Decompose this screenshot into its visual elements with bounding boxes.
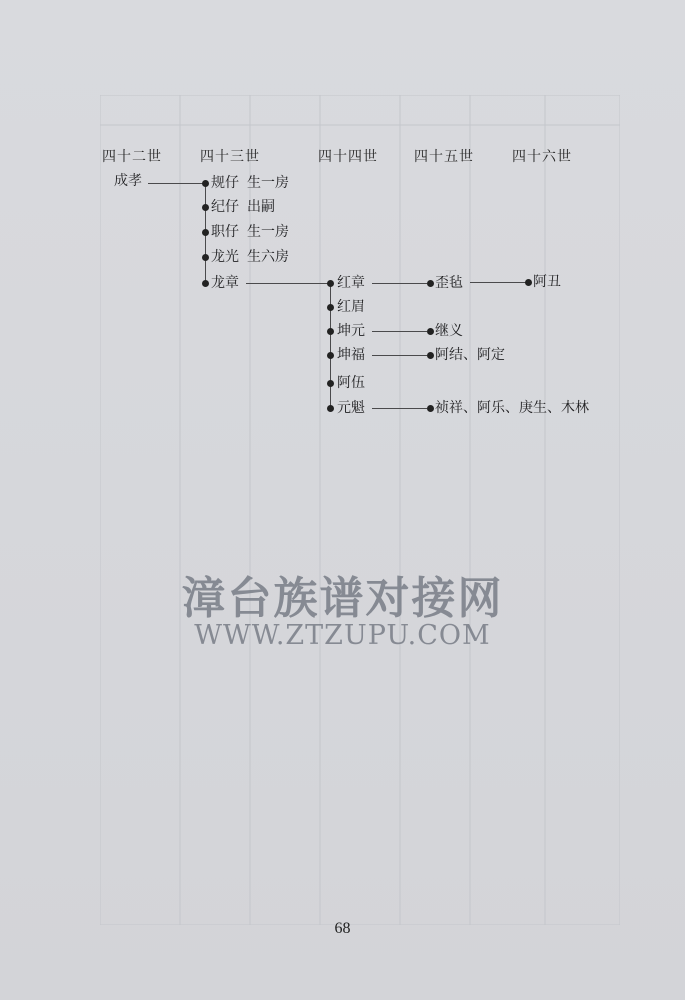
connector-waizhan <box>470 282 528 283</box>
show-through-grid <box>100 95 620 925</box>
node-dot <box>427 352 434 359</box>
person-jiyi: 继义 <box>435 323 463 339</box>
node-dot <box>202 180 209 187</box>
node-dot <box>327 380 334 387</box>
generation-header-42: 四十二世 <box>102 149 162 165</box>
person-note: 出嗣 <box>247 199 275 215</box>
person-waizhan: 歪毡 <box>435 275 463 291</box>
node-dot <box>427 280 434 287</box>
person-chengxiao: 成孝 <box>114 173 142 189</box>
node-dot <box>202 204 209 211</box>
watermark-title: 漳台族谱对接网 <box>181 573 504 624</box>
person-zhenxiang-group: 祯祥、阿乐、庚生、木林 <box>435 400 589 416</box>
node-dot <box>525 279 532 286</box>
connector-root <box>148 183 206 184</box>
node-dot <box>327 328 334 335</box>
generation-header-43: 四十三世 <box>200 149 260 165</box>
person-name: 纪仔 <box>211 199 239 215</box>
person-longguang <box>211 249 289 265</box>
node-dot <box>427 328 434 335</box>
person-note: 生一房 <box>247 175 289 191</box>
person-yuankui: 元魁 <box>337 400 365 416</box>
connector-hongzhang <box>372 283 427 284</box>
connector-gen44-vertical <box>330 283 331 408</box>
node-dot <box>202 254 209 261</box>
person-awu: 阿伍 <box>337 375 365 391</box>
page-number: 68 <box>334 920 351 937</box>
node-dot <box>202 280 209 287</box>
connector-kunyuan <box>372 331 427 332</box>
person-kunyuan: 坤元 <box>337 323 365 339</box>
person-longzhang <box>211 275 239 291</box>
person-note: 生一房 <box>247 224 289 240</box>
node-dot <box>327 280 334 287</box>
node-dot <box>202 229 209 236</box>
node-dot <box>427 405 434 412</box>
node-dot <box>327 304 334 311</box>
connector-yuankui <box>372 408 427 409</box>
person-name: 龙章 <box>211 275 239 291</box>
connector-kunfu <box>372 355 427 356</box>
node-dot <box>327 352 334 359</box>
person-note: 生六房 <box>247 249 289 265</box>
person-kunfu: 坤福 <box>337 347 365 363</box>
watermark-url: WWW.ZTZUPU.COM <box>194 620 491 651</box>
connector-longzhang <box>246 283 331 284</box>
person-hongmei: 红眉 <box>337 299 365 315</box>
person-hongzhang: 红章 <box>337 275 365 291</box>
generation-header-45: 四十五世 <box>414 149 474 165</box>
person-jizai <box>211 199 275 215</box>
person-name: 规仔 <box>211 175 239 191</box>
person-ajie-ading: 阿结、阿定 <box>435 347 505 363</box>
person-name: 龙光 <box>211 249 239 265</box>
person-zhizai <box>211 224 289 240</box>
node-dot <box>327 405 334 412</box>
generation-header-46: 四十六世 <box>512 149 572 165</box>
person-guizai <box>211 175 289 191</box>
person-achou: 阿丑 <box>533 274 561 290</box>
person-name: 职仔 <box>211 224 239 240</box>
generation-header-44: 四十四世 <box>318 149 378 165</box>
